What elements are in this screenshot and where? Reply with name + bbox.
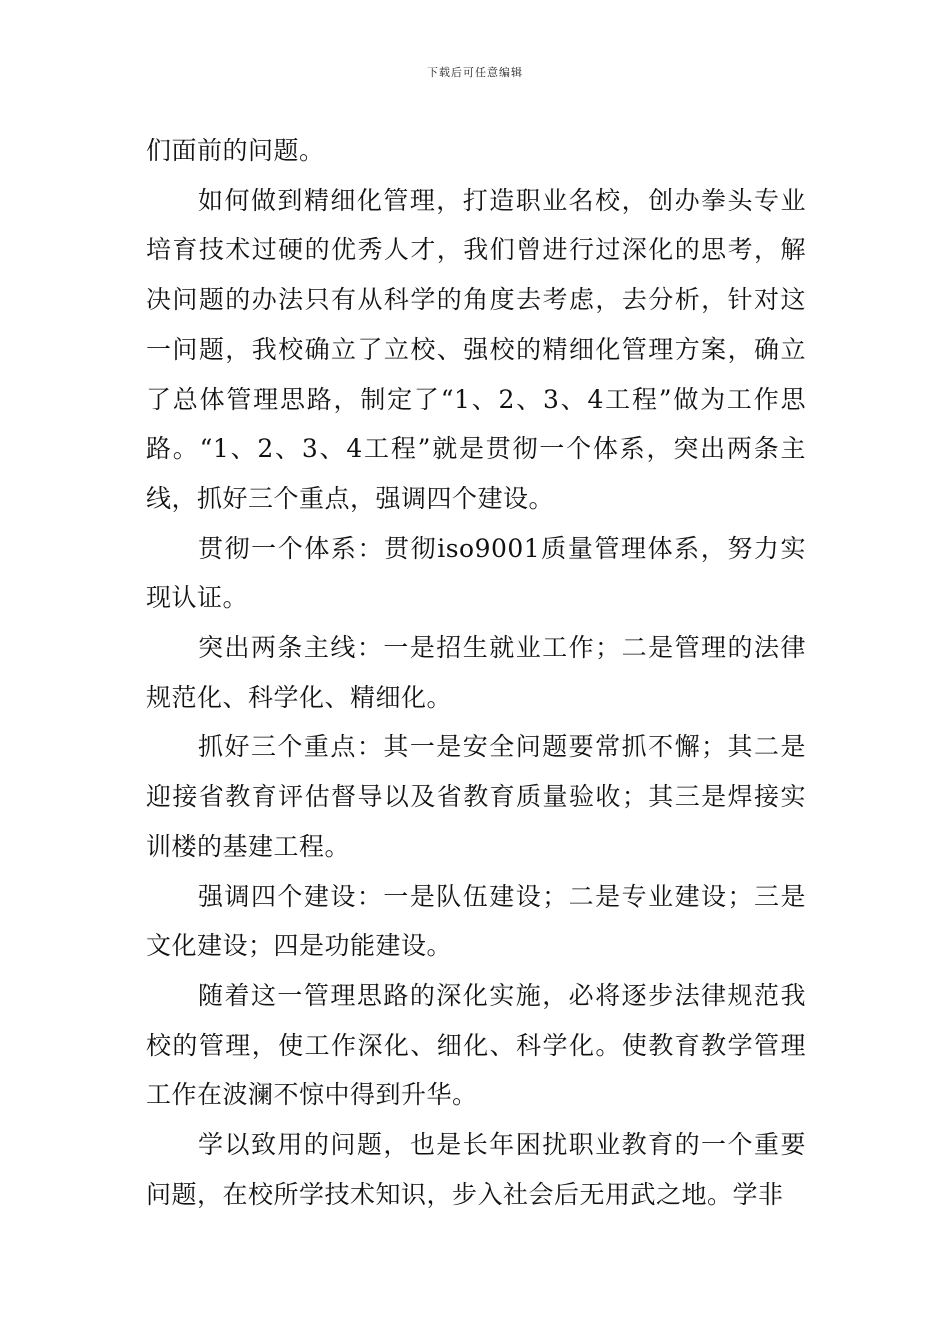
paragraph-7: 随着这一管理思路的深化实施，必将逐步法律规范我校的管理，使工作深化、细化、科学化。使教育教学管理工作在波澜不惊中得到升华。 xyxy=(146,980,806,1110)
paragraph-2: 如何做到精细化管理，打造职业名校，创办拳头专业培育技术过硬的优秀人才，我们曾进行过深化的思考，解决问题的办法只有从科学的角度去考虑，去分析，针对这一问题，我校确立了立校、强校的精细化管理方案，确立了总体管理思路，制定了“1、2、3、4工程”做为工作思路。“1、2、3、4工程”就是贯彻一个体系，突出两条主线，抓好三个重点，强调四个建设。 xyxy=(146,185,806,513)
paragraph-3: 贯彻一个体系：贯彻iso9001质量管理体系，努力实现认证。 xyxy=(146,533,806,613)
paragraph-5: 抓好三个重点：其一是安全问题要常抓不懈；其二是迎接省教育评估督导以及省教育质量验收；其三是焊接实训楼的基建工程。 xyxy=(146,732,806,861)
paragraph-8: 学以致用的问题，也是长年困扰职业教育的一个重要问题，在校所学技术知识，步入社会后无用武之地。学非 xyxy=(146,1130,806,1209)
paragraph-4: 突出两条主线：一是招生就业工作；二是管理的法律规范化、科学化、精细化。 xyxy=(146,633,806,712)
paragraph-6: 强调四个建设：一是队伍建设；二是专业建设；三是文化建设；四是功能建设。 xyxy=(146,881,806,961)
page-header: 下载后可任意编辑 xyxy=(427,66,523,79)
document-body xyxy=(146,126,806,1219)
paragraph-1: 们面前的问题。 xyxy=(146,136,325,165)
